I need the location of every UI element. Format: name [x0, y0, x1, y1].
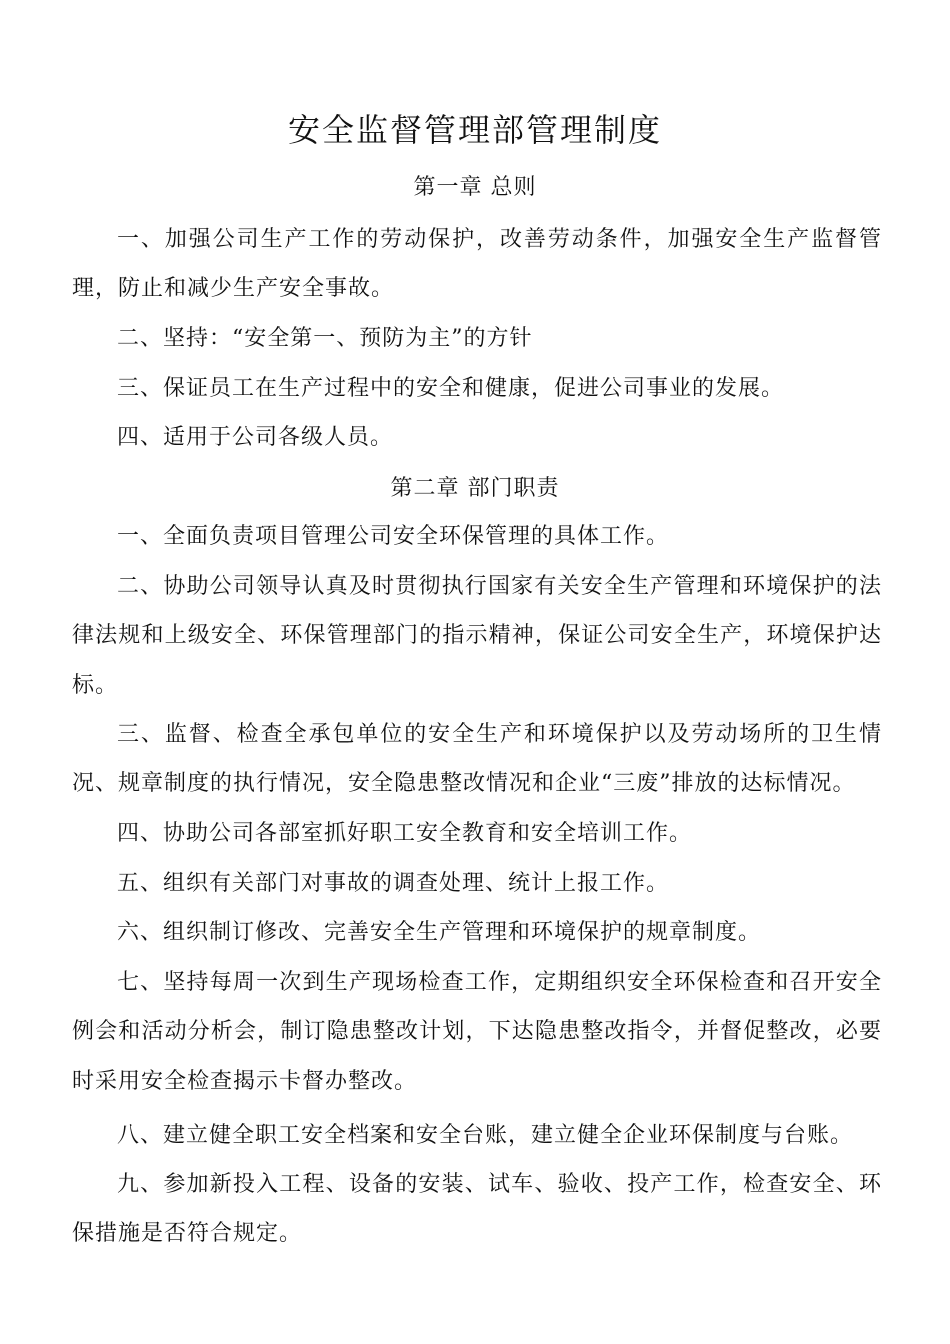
chapter-2-paragraph-3: 三、监督、检查全承包单位的安全生产和环境保护以及劳动场所的卫生情况、规章制度的执行情况，安全隐患整改情况和企业“三废”排放的达标情况。: [72, 722, 882, 797]
chapter-2-heading: 第二章 部门职责: [390, 476, 560, 501]
chapter-1-paragraph-3: 三、保证员工在生产过程中的安全和健康，促进公司事业的发展。: [117, 376, 785, 401]
chapter-2-paragraph-1: 一、全面负责项目管理公司安全环保管理的具体工作。: [117, 524, 670, 549]
chapter-2-paragraph-7: 七、坚持每周一次到生产现场检查工作，定期组织安全环保检查和召开安全例会和活动分析会，制订隐患整改计划，下达隐患整改指令，并督促整改，必要时采用安全检查揭示卡督办整改。: [72, 970, 882, 1094]
chapter-2-paragraph-4: 四、协助公司各部室抓好职工安全教育和安全培训工作。: [117, 821, 693, 846]
chapter-2-paragraph-2: 二、协助公司领导认真及时贯彻执行国家有关安全生产管理和环境保护的法律法规和上级安全、环保管理部门的指示精神，保证公司安全生产，环境保护达标。: [72, 574, 882, 698]
chapter-1-paragraph-1: 一、加强公司生产工作的劳动保护，改善劳动条件，加强安全生产监督管理，防止和减少生产安全事故。: [72, 227, 882, 302]
chapter-2-paragraph-6: 六、组织制订修改、完善安全生产管理和环境保护的规章制度。: [117, 920, 762, 945]
document-title: 安全监督管理部管理制度: [287, 111, 662, 149]
chapter-1-heading: 第一章 总则: [413, 175, 537, 200]
chapter-1-paragraph-2: 二、坚持：“安全第一、预防为主”的方针: [117, 326, 533, 351]
chapter-2-paragraph-8: 八、建立健全职工安全档案和安全台账，建立健全企业环保制度与台账。: [117, 1123, 854, 1148]
chapter-2-paragraph-5: 五、组织有关部门对事故的调查处理、统计上报工作。: [117, 871, 670, 896]
chapter-1-paragraph-4: 四、适用于公司各级人员。: [117, 425, 394, 450]
chapter-2-paragraph-9: 九、参加新投入工程、设备的安装、试车、验收、投产工作，检查安全、环保措施是否符合规定。: [72, 1172, 882, 1247]
